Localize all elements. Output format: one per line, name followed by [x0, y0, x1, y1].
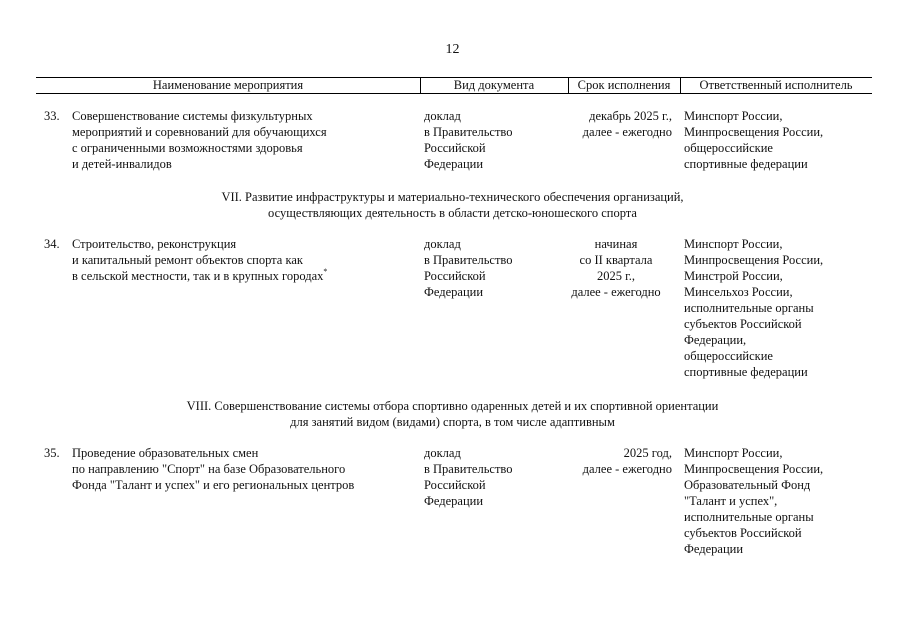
row-deadline: декабрь 2025 г., далее - ежегодно: [582, 109, 672, 139]
footnote-marker: *: [323, 267, 328, 276]
header-deadline: Срок исполнения: [577, 78, 671, 92]
header-name: Наименование мероприятия: [152, 78, 304, 92]
row-responsible: Минспорт России, Минпросвещения России, Образовательный Фонд "Талант и успех", исполнительные органы субъектов Российской Федерации: [684, 446, 824, 556]
header-document-type: Вид документа: [453, 78, 535, 92]
row-name: [72, 236, 327, 284]
row-number: 34.: [44, 237, 60, 251]
section-heading: VIII. Совершенствование системы отбора спортивно одаренных детей и их спортивной ориентации для занятий видом (видами) спорта, в том числе адаптивным: [186, 399, 719, 429]
header-responsible: Ответственный исполнитель: [699, 78, 853, 92]
row-number: 33.: [44, 109, 60, 123]
row-document-type: доклад в Правительство Российской Федерации: [424, 237, 513, 299]
section-heading: VII. Развитие инфраструктуры и материально-технического обеспечения организаций, осуществляющих деятельность в области детско-юношеского спорта: [221, 190, 684, 220]
table-header-bottom-border: [36, 93, 872, 94]
row-name: Проведение образовательных смен по направлению "Спорт" на базе Образовательного Фонда "Талант и успех" и его региональных центров: [72, 446, 355, 492]
row-responsible: Минспорт России, Минпросвещения России, общероссийские спортивные федерации: [684, 109, 824, 171]
row-name-text: Строительство, реконструкция и капитальный ремонт объектов спорта как в сельской местности, так и в крупных городах: [72, 237, 324, 283]
row-document-type: доклад в Правительство Российской Федерации: [424, 446, 513, 508]
row-document-type: доклад в Правительство Российской Федерации: [424, 109, 513, 171]
row-deadline: 2025 год, далее - ежегодно: [582, 446, 672, 476]
page-number: 12: [445, 42, 460, 57]
row-number: 35.: [44, 446, 60, 460]
row-responsible: Минспорт России, Минпросвещения России, Минстрой России, Минсельхоз России, исполнительные органы субъектов Российской Федерации, общероссийские спортивные федерации: [684, 237, 824, 379]
row-deadline: начиная со II квартала 2025 г., далее - ежегодно: [571, 237, 661, 299]
row-name: Совершенствование системы физкультурных мероприятий и соревнований для обучающихся с ограниченными возможностями здоровья и детей-инвалидов: [72, 109, 327, 171]
